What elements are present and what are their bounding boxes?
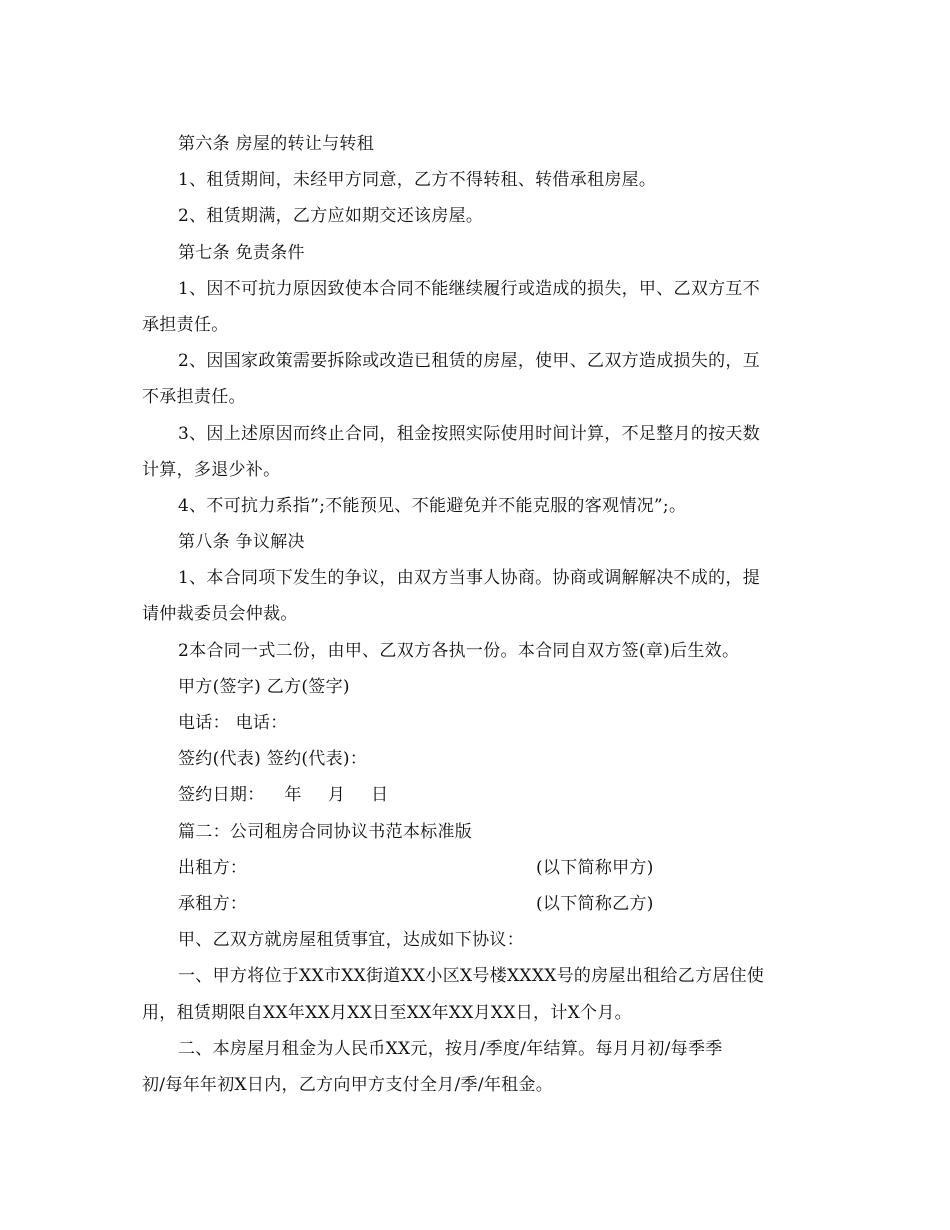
lessor-label: 出租方： (178, 857, 248, 878)
phone-line: 电话： 电话： (178, 713, 288, 733)
lessee-alias: (以下简称乙方) (536, 893, 654, 914)
signing-date-label: 签约日期： (178, 785, 265, 806)
date-year: 年 (284, 785, 302, 806)
paragraph-line: 2、因国家政策需要拆除或改造已租赁的房屋，使甲、乙双方造成损失的，互 (178, 351, 761, 372)
paragraph-line: 1、本合同项下发生的争议，由双方当事人协商。协商或调解解决不成的，提 (178, 568, 761, 589)
lessee-line (142, 886, 807, 922)
paragraph-line: 2本合同一式二份，由甲、乙双方各执一份。本合同自双方签(章)后生效。 (178, 640, 740, 661)
date-day: 日 (371, 785, 389, 806)
paragraph-line: 1、租赁期间，未经甲方同意，乙方不得转租、转借承租房屋。 (178, 170, 657, 191)
paragraph-line: 不承担责任。 (142, 387, 246, 408)
paragraph-line: 3、因上述原因而终止合同，租金按照实际使用时间计算，不足整月的按天数 (178, 423, 761, 444)
paragraph-line: 计算，多退少补。 (142, 459, 281, 480)
paragraph-line: 初/每年年初X日内，乙方向甲方支付全月/季/年租金。 (142, 1074, 554, 1095)
paragraph-line: 请仲裁委员会仲裁。 (142, 604, 298, 625)
article-6-heading: 第六条 房屋的转让与转租 (178, 134, 375, 154)
section-2-title: 篇二：公司租房合同协议书范本标准版 (178, 821, 473, 842)
representative-line: 签约(代表) 签约(代表)： (178, 749, 368, 770)
paragraph-line: 二、本房屋月租金为人民币XX元，按月/季度/年结算。每月月初/每季季 (178, 1038, 723, 1059)
paragraph-line: 用，租赁期限自XX年XX月XX日至XX年XX月XX日，计X个月。 (142, 1002, 632, 1023)
lessor-alias: (以下简称甲方) (536, 857, 654, 878)
paragraph-line: 一、甲方将位于XX市XX街道XX小区X号楼XXXX号的房屋出租给乙方居住使 (178, 966, 765, 987)
paragraph-line: 1、因不可抗力原因致使本合同不能继续履行或造成的损失，甲、乙双方互不 (178, 278, 761, 299)
paragraph-line: 4、不可抗力系指”;不能预见、不能避免并不能克服的客观情况”;。 (178, 495, 687, 516)
lessor-line (142, 850, 807, 886)
date-month: 月 (327, 785, 346, 806)
lessee-label: 承租方： (178, 893, 248, 914)
paragraph-line: 甲、乙双方就房屋租赁事宜，达成如下协议： (178, 930, 524, 951)
paragraph-line: 2、租赁期满，乙方应如期交还该房屋。 (178, 206, 484, 227)
paragraph-line: 承担责任。 (142, 314, 229, 335)
article-8-heading: 第八条 争议解决 (178, 532, 305, 553)
signing-date-line (142, 777, 807, 813)
signature-line: 甲方(签字) 乙方(签字) (178, 676, 350, 697)
document-body (142, 126, 807, 1103)
article-7-heading: 第七条 免责条件 (178, 242, 305, 263)
